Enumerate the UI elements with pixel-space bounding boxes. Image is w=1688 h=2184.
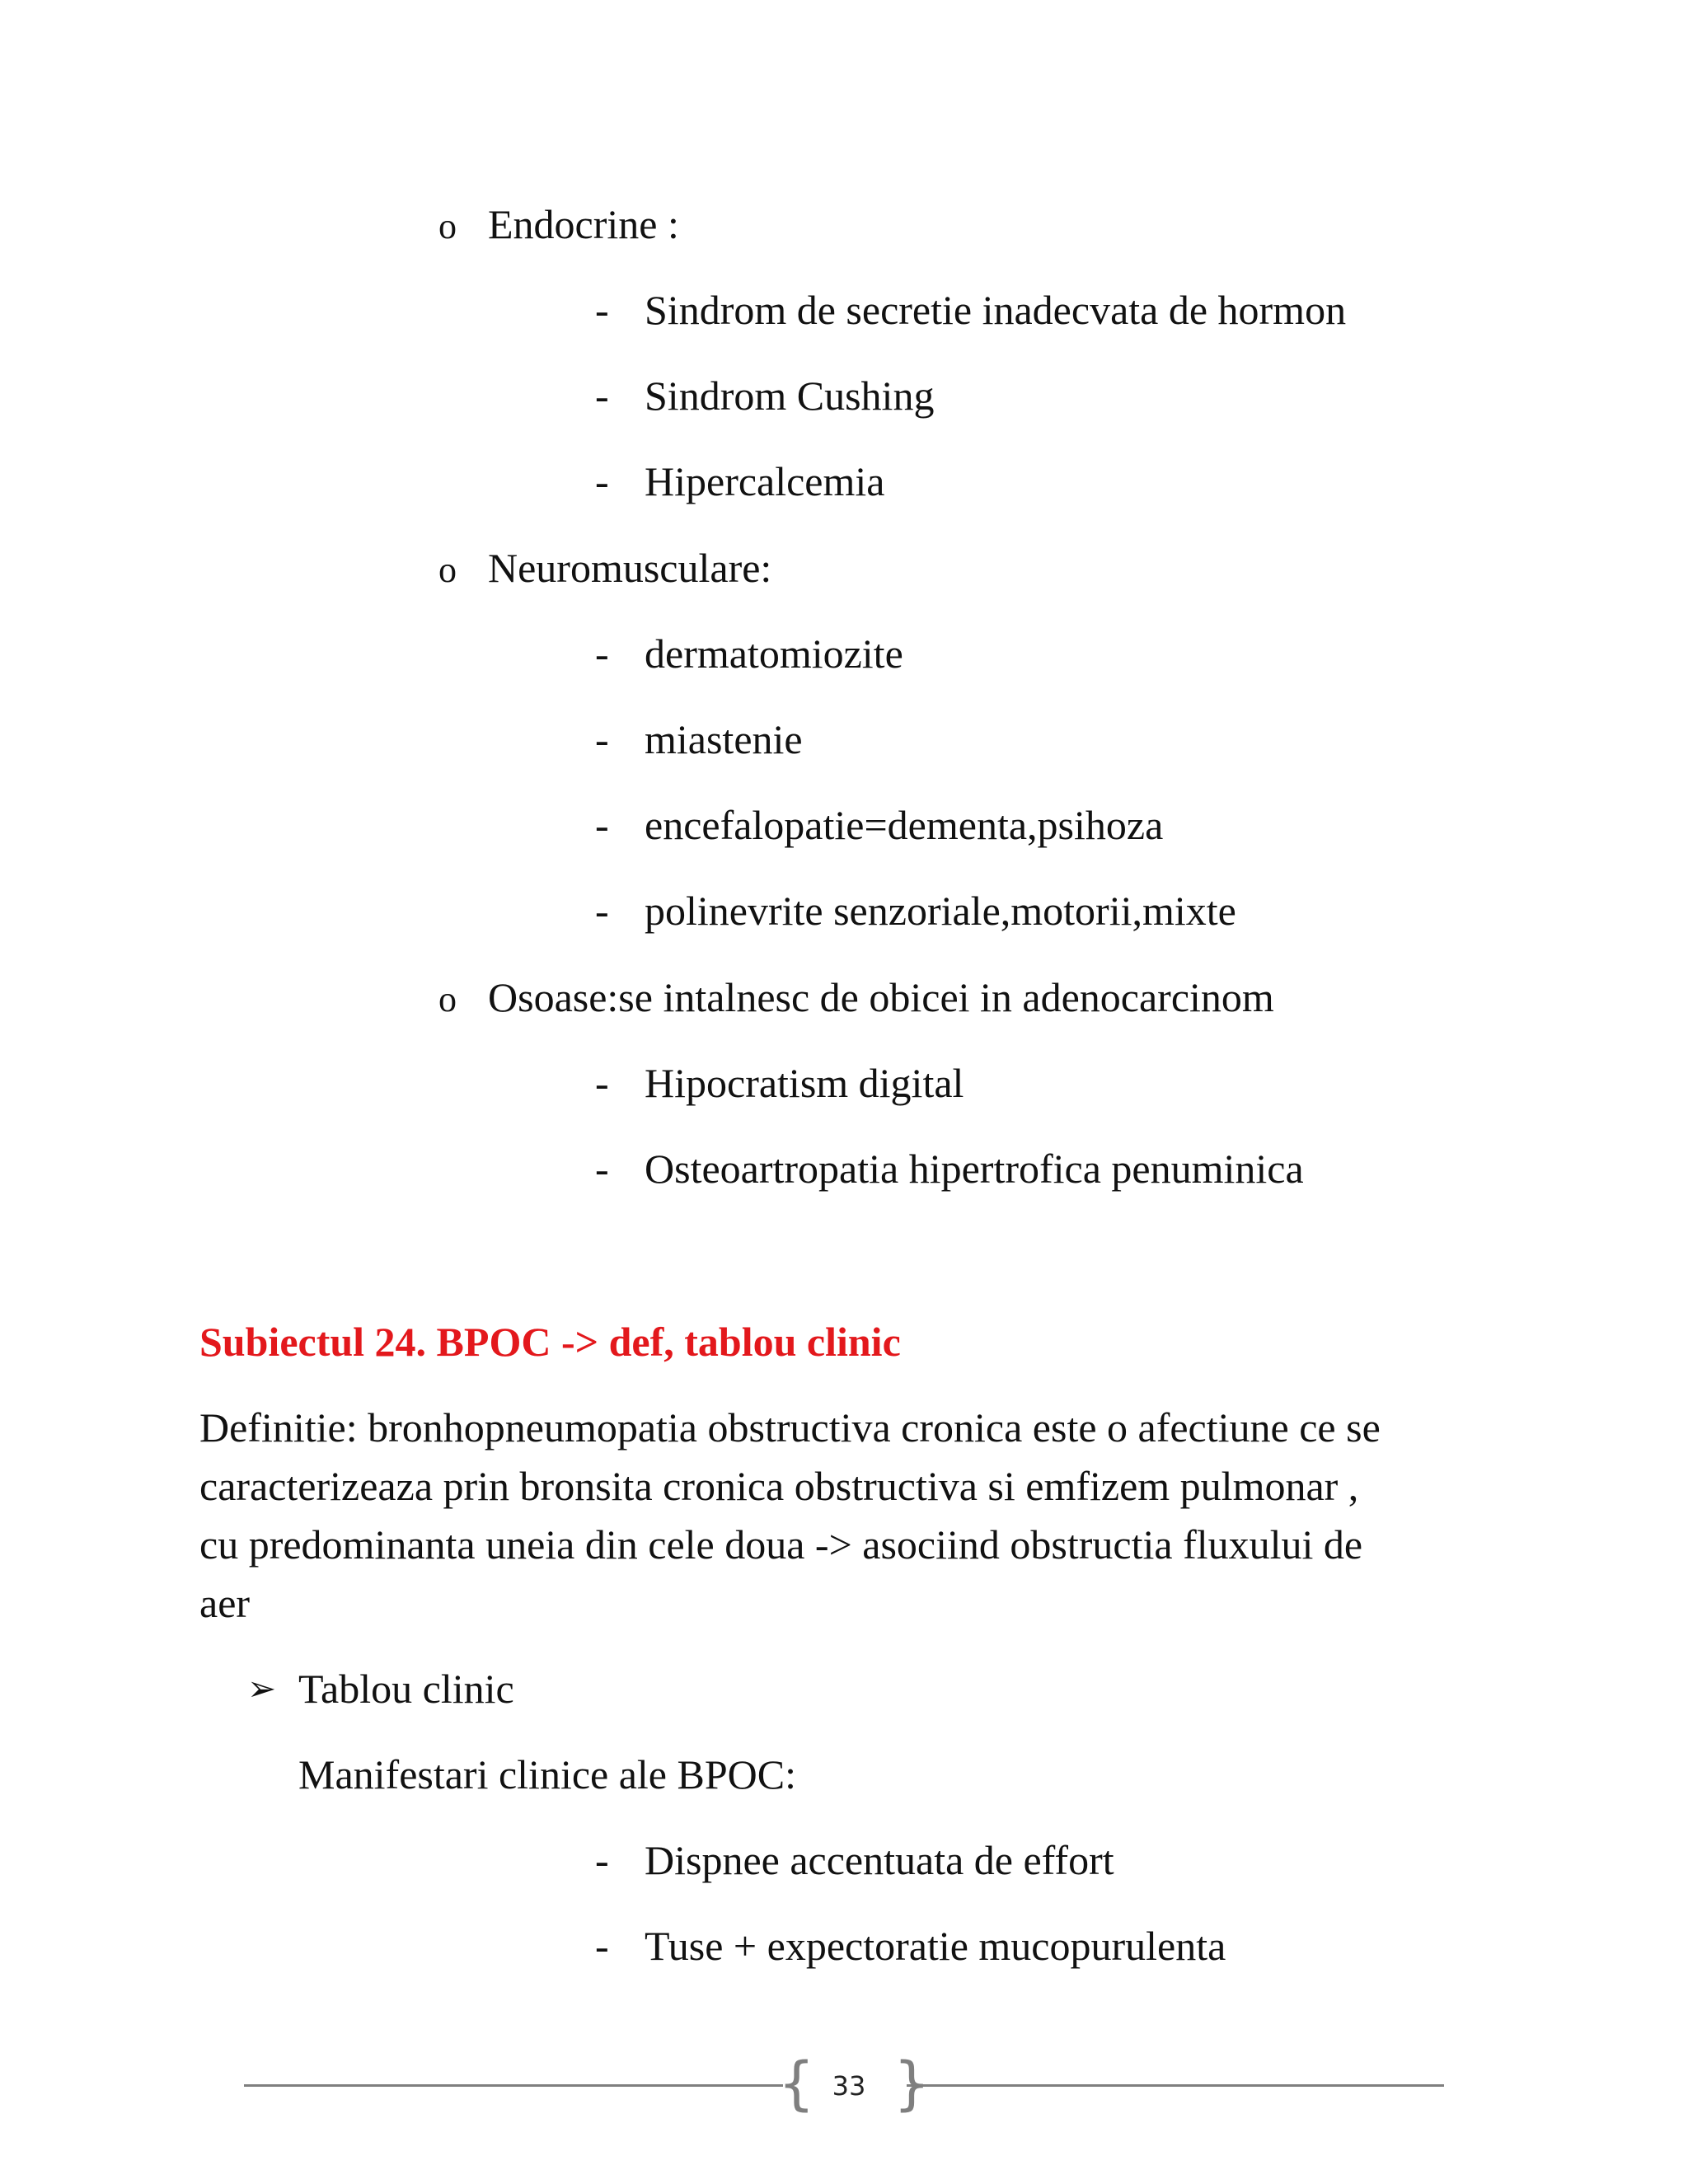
circle-bullet: o — [438, 550, 457, 590]
dash-bullet: - — [595, 1837, 609, 1883]
definition-line: cu predominanta uneia din cele doua -> asociind obstructia fluxului de — [199, 1521, 1363, 1568]
definition-line: aer — [199, 1580, 251, 1626]
circle-bullet: o — [438, 206, 457, 246]
definition-line: caracterizeaza prin bronsita cronica obstructiva si emfizem pulmonar , — [199, 1463, 1359, 1509]
circle-bullet: o — [438, 979, 457, 1019]
group-title-neuromusculare: Neuromusculare: — [488, 545, 772, 591]
dash-bullet: - — [595, 1146, 609, 1192]
list-item: encefalopatie=dementa,psihoza — [645, 802, 1164, 848]
list-item: polinevrite senzoriale,motorii,mixte — [645, 888, 1236, 934]
list-item: dermatomiozite — [645, 630, 903, 677]
group-title-endocrine: Endocrine : — [488, 201, 679, 247]
list-item: Osteoartropatia hipertrofica penuminica — [645, 1146, 1304, 1192]
arrow-bullet-icon: ➢ — [247, 1668, 277, 1708]
dash-bullet: - — [595, 802, 609, 848]
list-item: Sindrom de secretie inadecvata de hormon — [645, 287, 1347, 333]
dash-bullet: - — [595, 287, 609, 333]
page-number: 33 — [832, 2070, 866, 2102]
footer-rule-right — [907, 2084, 1444, 2087]
list-item: Hipocratism digital — [645, 1060, 964, 1106]
dash-bullet: - — [595, 888, 609, 934]
subheading-tablou-clinic: Tablou clinic — [298, 1666, 514, 1712]
right-brace-icon: } — [893, 2050, 931, 2117]
list-item: Sindrom Cushing — [645, 373, 935, 419]
dash-bullet: - — [595, 1923, 609, 1969]
list-item: Dispnee accentuata de effort — [645, 1837, 1114, 1883]
section-heading: Subiectul 24. BPOC -> def, tablou clinic — [199, 1319, 901, 1365]
definition-line: Definitie: bronhopneumopatia obstructiva cronica este o afectiune ce se — [199, 1404, 1381, 1451]
intro-line: Manifestari clinice ale BPOC: — [298, 1751, 797, 1797]
dash-bullet: - — [595, 458, 609, 504]
dash-bullet: - — [595, 716, 609, 762]
dash-bullet: - — [595, 373, 609, 419]
dash-bullet: - — [595, 630, 609, 677]
list-item: Hipercalcemia — [645, 458, 885, 504]
left-brace-icon: { — [778, 2050, 815, 2117]
group-title-osoase: Osoase:se intalnesc de obicei in adenocarcinom — [488, 974, 1274, 1020]
list-item: miastenie — [645, 716, 803, 762]
dash-bullet: - — [595, 1060, 609, 1106]
footer-rule-left — [244, 2084, 783, 2087]
list-item: Tuse + expectoratie mucopurulenta — [645, 1923, 1226, 1969]
